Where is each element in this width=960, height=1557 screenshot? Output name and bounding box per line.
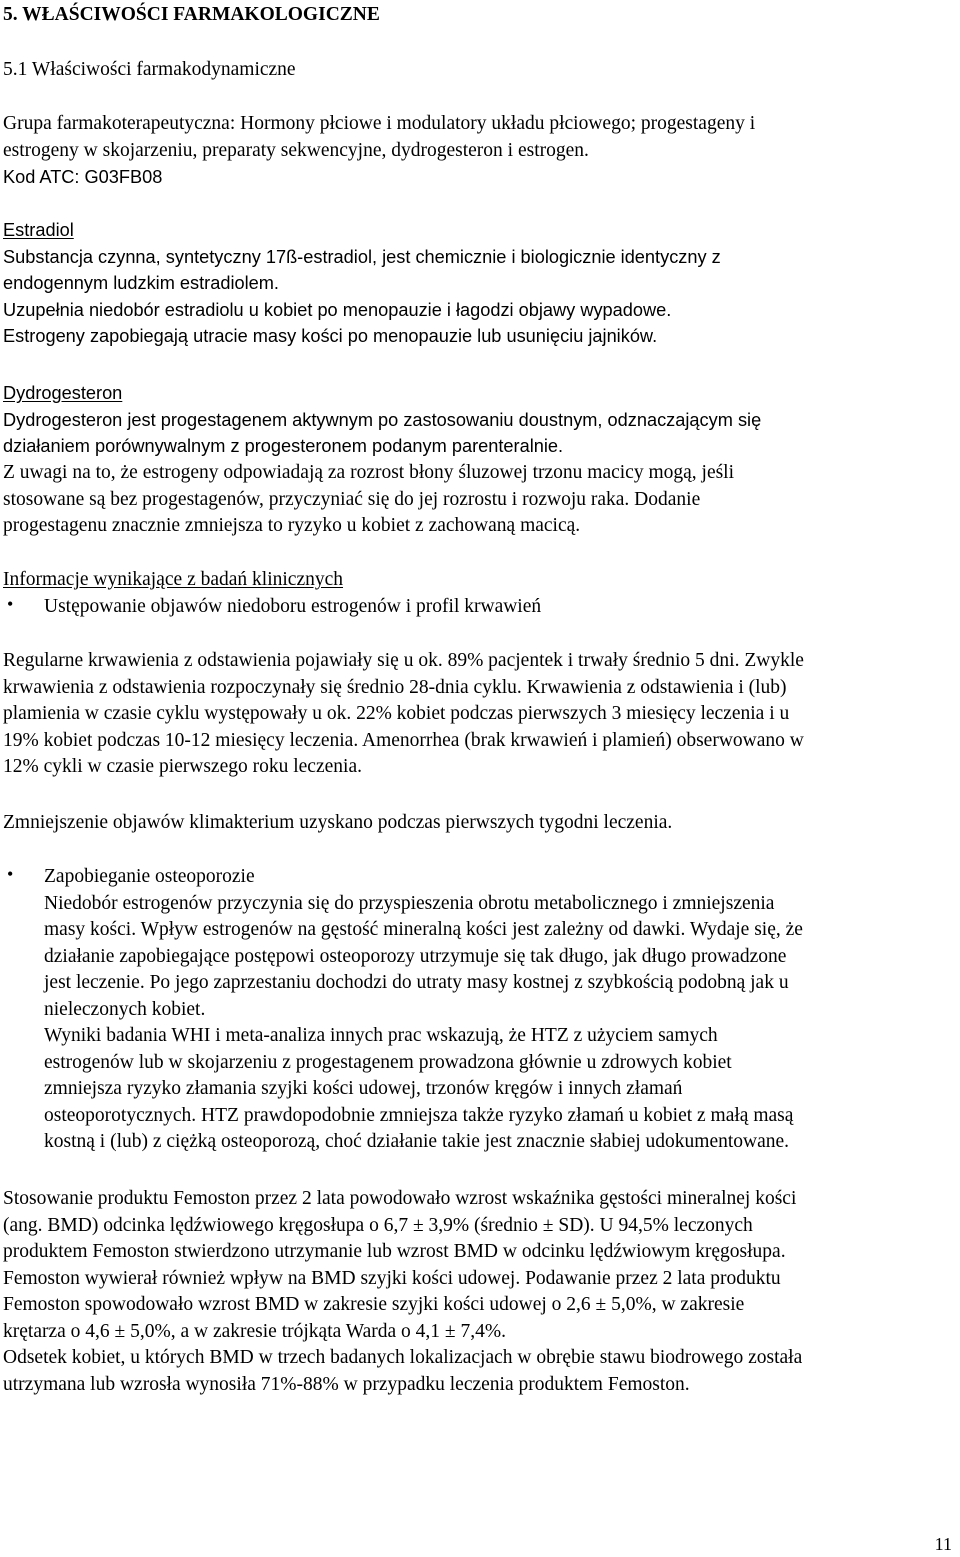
dydrogesteron-line: Z uwagi na to, że estrogeny odpowiadają za rozrost błony śluzowej trzonu macicy mogą, jeśli [3,462,735,483]
paragraph-line: (ang. BMD) odcinka lędźwiowego kręgosłupa o 6,7 ± 3,9% (średnio ± SD). U 94,5% leczonych [3,1214,753,1236]
paragraph-line: estrogenów lub w skojarzeniu z progestagenem prowadzona głównie u zdrowych kobiet [44,1051,732,1073]
clinical-title: Informacje wynikające z badań klinicznych [3,569,344,590]
paragraph-line: produktem Femoston stwierdzono utrzymanie lub wzrost BMD w odcinku lędźwiowym kręgosłupa. [3,1241,786,1262]
estradiol-title: Estradiol [3,220,74,240]
paragraph-line: krwawienia z odstawienia rozpoczynały się średnio 28-dnia cyklu. Krwawienia z odstawienia i (lub) [3,676,787,698]
paragraph-line: plamienia w czasie cyklu występowały u ok. 22% kobiet podczas pierwszych 3 miesięcy leczenia i u [3,703,790,724]
page-number: 11 [934,1534,952,1554]
paragraph-line: zmniejsza ryzyko złamania szyjki kości udowej, trzonów kręgów i innych złamań [44,1078,683,1099]
group-line: estrogeny w skojarzeniu, preparaty sekwencyjne, dydrogesteron i estrogen. [3,139,589,161]
bullet-icon: • [7,864,14,884]
paragraph-line: jest leczenie. Po jego zaprzestaniu dochodzi do utraty masy kostnej z szybkością podobną jak u [44,972,789,993]
pharmacotherapeutic-group [3,111,958,164]
section-subheading: 5.1 Właściwości farmakodynamiczne [3,59,296,80]
paragraph-line: Stosowanie produktu Femoston przez 2 lata powodowało wzrost wskaźnika gęstości mineralnej kości [3,1188,797,1209]
bullet-icon: • [7,594,14,614]
paragraph-line: Wyniki badania WHI i meta-analiza innych prac wskazują, że HTZ z użyciem samych [44,1025,718,1046]
paragraph-line: Niedobór estrogenów przyczynia się do przyspieszenia obrotu metabolicznego i zmniejszenia [44,892,775,914]
paragraph-line: nieleczonych kobiet. [44,998,206,1020]
dydrogesteron-line: działaniem porównywalnym z progesteronem podanym parenteralnie. [3,436,564,456]
atc-code: Kod ATC: G03FB08 [3,167,163,187]
paragraph-line: masy kości. Wpływ estrogenów na gęstość mineralną kości jest zależny od dawki. Wydaje się, że [44,919,803,940]
estradiol-line: Uzupełnia niedobór estradiolu u kobiet po menopauzie i łagodzi objawy wypadowe. [3,299,672,320]
climacteric-paragraph: Zmniejszenie objawów klimakterium uzyskano podczas pierwszych tygodni leczenia. [3,812,673,833]
paragraph-line: kostną i (lub) z ciężką osteoporozą, choć działanie takie jest znacznie słabiej udokumentowane. [44,1131,790,1152]
paragraph-line: osteoporotycznych. HTZ prawdopodobnie zmniejsza także ryzyko złamań u kobiet z małą masą [44,1104,794,1126]
bmd-paragraph [3,1186,958,1398]
dydrogesteron-paragraph [3,460,958,540]
section-heading: 5. WŁAŚCIWOŚCI FARMAKOLOGICZNE [3,4,380,25]
group-line: Grupa farmakoterapeutyczna: Hormony płciowe i modulatory układu płciowego; progestageny i [3,113,756,134]
paragraph-line: działanie zapobiegające postępowi osteoporozy utrzymuje się tak długo, jak długo prowadzone [44,945,787,967]
paragraph-line: Femoston wywierał również wpływ na BMD szyjki kości udowej. Podawanie przez 2 lata produktu [3,1267,781,1289]
dydrogesteron-line: Dydrogesteron jest progestagenem aktywnym po zastosowaniu doustnym, odznaczającym się [3,409,762,430]
bullet-item-osteoporosis: Zapobieganie osteoporozie [44,866,255,887]
dydrogesteron-line: progestagenu znacznie zmniejsza to ryzyko u kobiet z zachowaną macicą. [3,515,581,536]
paragraph-line: Regularne krwawienia z odstawienia pojawiały się u ok. 89% pacjentek i trwały średnio 5 dni. Zwykle [3,650,804,671]
paragraph-line: 12% cykli w czasie pierwszego roku leczenia. [3,756,362,777]
estradiol-line: endogennym ludzkim estradiolem. [3,273,279,293]
dydrogesteron-section [3,380,958,460]
osteoporosis-section [44,864,956,1156]
paragraph-line: Odsetek kobiet, u których BMD w trzech badanych lokalizacjach w obrębie stawu biodrowego została [3,1347,803,1368]
paragraph-line: 19% kobiet podczas 10-12 miesięcy leczenia. Amenorrhea (brak krwawień i plamień) obserwowano w [3,729,804,751]
bleeding-paragraph [3,648,958,781]
paragraph-line: krętarza o 4,6 ± 5,0%, a w zakresie trójkąta Warda o 4,1 ± 7,4%. [3,1320,507,1342]
dydrogesteron-title: Dydrogesteron [3,383,123,403]
paragraph-line: Femoston spowodowało wzrost BMD w zakresie szyjki kości udowej o 2,6 ± 5,0%, w zakresie [3,1294,745,1315]
bullet-item-bleeding: Ustępowanie objawów niedoboru estrogenów i profil krwawień [44,596,542,617]
paragraph-line: utrzymana lub wzrosła wynosiła 71%-88% w przypadku leczenia produktem Femoston. [3,1373,690,1395]
dydrogesteron-line: stosowane są bez progestagenów, przyczyniać się do jej rozrostu i rozwoju raka. Dodanie [3,488,701,510]
estradiol-section [3,217,958,350]
estradiol-line: Estrogeny zapobiegają utracie masy kości po menopauzie lub usunięciu jajników. [3,326,658,346]
estradiol-line: Substancja czynna, syntetyczny 17ß-estradiol, jest chemicznie i biologicznie identyczny z [3,246,721,267]
